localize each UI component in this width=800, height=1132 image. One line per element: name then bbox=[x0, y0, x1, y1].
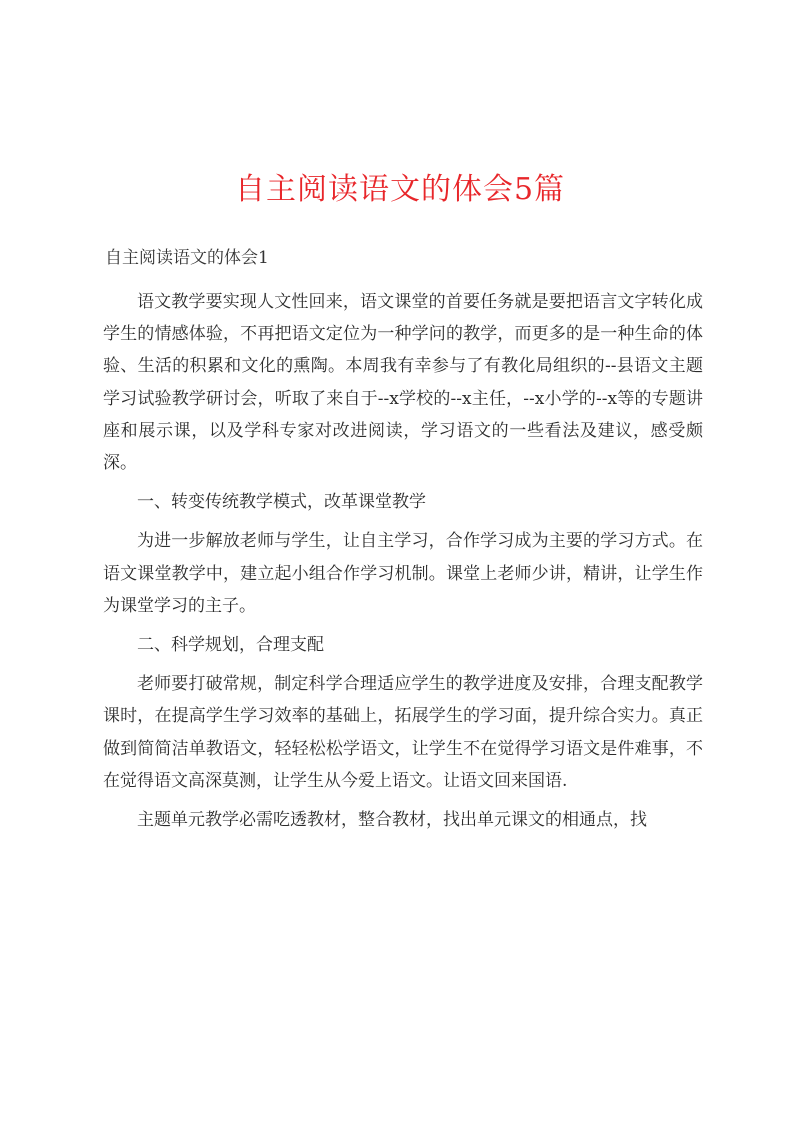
document-body bbox=[103, 286, 703, 836]
subheading-1: 一、转变传统教学模式，改革课堂教学 bbox=[137, 492, 426, 513]
document-title: 自主阅读语文的体会5篇 bbox=[234, 172, 566, 207]
paragraph-2: 老师要打破常规，制定科学合理适应学生的教学进度及安排，合理支配教学课时，在提高学生学习效率的基础上，拓展学生的学习面，提升综合实力。真正做到简简洁单教语文，轻轻松松学语文，让学生不在觉得学习语文是件难事，不在觉得语文高深莫测，让学生从今爱上语文。让语文回来国语. bbox=[103, 674, 703, 791]
paragraph-1: 为进一步解放老师与学生，让自主学习，合作学习成为主要的学习方式。在语文课堂教学中，建立起小组合作学习机制。课堂上老师少讲，精讲，让学生作为课堂学习的主子。 bbox=[103, 531, 703, 616]
paragraph-intro: 语文教学要实现人文性回来，语文课堂的首要任务就是要把语言文字转化成学生的情感体验，不再把语文定位为一种学问的教学，而更多的是一种生命的体验、生活的积累和文化的熏陶。本周我有幸参与了有教化局组织的--县语文主题学习试验教学研讨会，听取了来自于--x学校的--x主任，--x小学的--x等的专题讲座和展示课，以及学科专家对改进阅读，学习语文的一些看法及建议，感受颇深。 bbox=[103, 292, 703, 474]
subheading-2: 二、科学规划，合理支配 bbox=[137, 635, 324, 656]
paragraph-3: 主题单元教学必需吃透教材，整合教材，找出单元课文的相通点，找 bbox=[137, 810, 647, 831]
section-heading: 自主阅读语文的体会1 bbox=[105, 248, 269, 268]
